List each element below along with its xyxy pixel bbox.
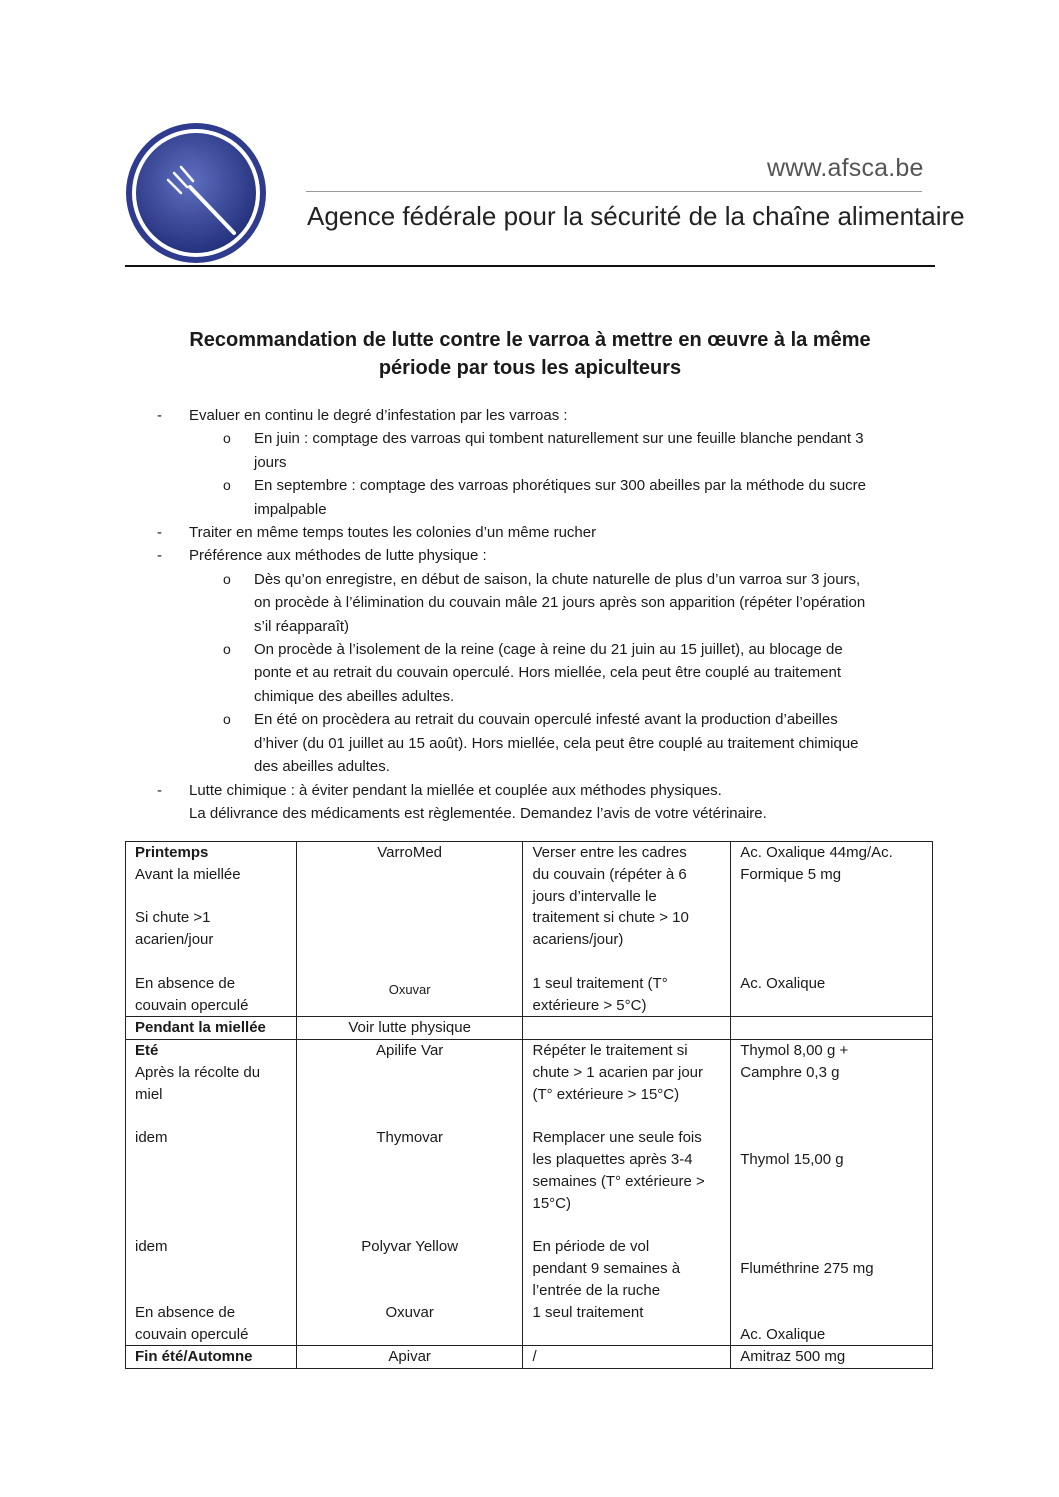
- cell-line: Si chute >1: [135, 909, 211, 927]
- dash-marker: -: [157, 547, 162, 565]
- recommendation-list: [125, 404, 935, 825]
- cell-line: 15°C): [532, 1194, 571, 1212]
- cell-line: Fluméthrine 275 mg: [740, 1260, 874, 1278]
- cell-line: acarien/jour: [135, 931, 214, 949]
- sub-list-item: [125, 474, 935, 521]
- list-item-text: Lutte chimique : à éviter pendant la miellée et couplée aux méthodes physiques.: [189, 781, 722, 799]
- cell-line: idem: [135, 1129, 168, 1147]
- cell-line: 1 seul traitement (T°: [532, 974, 668, 992]
- product-name: Oxuvar: [388, 981, 431, 997]
- cell-line: pendant 9 semaines à: [532, 1260, 681, 1278]
- cell-line: traitement si chute > 10: [532, 909, 689, 927]
- table-cell: [126, 1017, 297, 1040]
- cell-line: Formique 5 mg: [740, 865, 842, 883]
- sub-item-line: d’hiver (du 01 juillet au 15 août). Hors miellée, cela peut être couplé au traitement chimique: [254, 734, 859, 752]
- table-cell: Voir lutte physique: [296, 1017, 523, 1040]
- cell-line: semaines (T° extérieure >: [532, 1172, 705, 1190]
- title-line-1: Recommandation de lutte contre le varroa à mettre en œuvre à la même: [189, 329, 871, 351]
- sub-item-line: impalpable: [254, 500, 327, 518]
- sub-list-item: [125, 568, 935, 638]
- table-cell: [731, 1040, 933, 1346]
- sub-item-line: chimique des abeilles adultes.: [254, 687, 455, 705]
- cell-line: Après la récolte du: [135, 1063, 261, 1081]
- circle-marker: o: [223, 641, 231, 658]
- cell-line: Camphre 0,3 g: [740, 1063, 840, 1081]
- sub-item-line: En septembre : comptage des varroas phorétiques sur 300 abeilles par la méthode du sucre: [254, 477, 867, 495]
- cell-line: En absence de: [135, 974, 236, 992]
- list-item-text: Traiter en même temps toutes les colonies d’un même rucher: [189, 524, 597, 542]
- sub-list-item: [125, 708, 935, 778]
- dash-marker: -: [157, 524, 162, 542]
- sub-item-line: En juin : comptage des varroas qui tombent naturellement sur une feuille blanche pendant 3: [254, 430, 864, 448]
- product-name: Thymovar: [376, 1129, 443, 1147]
- table-cell: Apivar: [296, 1346, 523, 1369]
- table-cell: [523, 1040, 731, 1346]
- sub-item-line: on procède à l’élimination du couvain mâle 21 jours après son apparition (répéter l’opération: [254, 594, 866, 612]
- table-cell: Amitraz 500 mg: [731, 1346, 933, 1369]
- cell-line: En absence de: [135, 1303, 236, 1321]
- afsca-logo: [124, 121, 268, 265]
- cell-line: (T° extérieure > 15°C): [532, 1085, 680, 1103]
- table-cell: [296, 842, 523, 1017]
- header-divider: [125, 265, 935, 267]
- title-line-2: période par tous les apiculteurs: [378, 357, 682, 379]
- cell-line: Ac. Oxalique: [740, 1325, 826, 1343]
- table-row-ete: [126, 1040, 933, 1346]
- season-label: Printemps: [135, 844, 209, 861]
- cell-line: couvain operculé: [135, 996, 249, 1014]
- cell-line: les plaquettes après 3-4: [532, 1151, 693, 1169]
- circle-marker: o: [223, 477, 231, 494]
- cell-line: extérieure > 5°C): [532, 996, 647, 1014]
- cell-line: En période de vol: [532, 1238, 650, 1256]
- sub-item-line: des abeilles adultes.: [254, 758, 390, 776]
- list-item-text: Evaluer en continu le degré d’infestation par les varroas :: [189, 407, 568, 424]
- table-cell: [126, 842, 297, 1017]
- sub-list-item: [125, 638, 935, 708]
- season-label: Eté: [135, 1042, 159, 1060]
- cell-line: jours d’intervalle le: [532, 887, 657, 905]
- cell-line: acariens/jour): [532, 931, 624, 949]
- circle-marker: o: [223, 430, 231, 447]
- sub-item-line: En été on procèdera au retrait du couvain operculé infesté avant la production d’abeilles: [254, 711, 838, 729]
- header-thin-divider: [306, 191, 922, 192]
- table-row-printemps: [126, 842, 933, 1017]
- cell-line: Verser entre les cadres: [532, 844, 687, 861]
- sub-item-line: On procède à l’isolement de la reine (cage à reine du 21 juin au 15 juillet), au blocage de: [254, 641, 843, 659]
- table-row-automne: [126, 1346, 933, 1369]
- cell-line: idem: [135, 1238, 168, 1256]
- sub-item-line: jours: [254, 453, 287, 471]
- product-name: Oxuvar: [385, 1303, 434, 1321]
- treatment-table: [125, 841, 933, 1369]
- table-cell: /: [523, 1346, 731, 1369]
- sub-list-item: [125, 427, 935, 474]
- sub-item-line: Dès qu’on enregistre, en début de saison, la chute naturelle de plus d’un varroa sur 3 jours,: [254, 570, 861, 588]
- list-item: [125, 779, 935, 826]
- season-label: Pendant la miellée: [135, 1019, 266, 1037]
- cell-line: Répéter le traitement si: [532, 1042, 688, 1060]
- cell-line: Thymol 15,00 g: [740, 1151, 844, 1169]
- agency-name: Agence fédérale pour la sécurité de la chaîne alimentaire: [307, 201, 965, 231]
- cell-line: Ac. Oxalique 44mg/Ac.: [740, 844, 893, 861]
- cell-line: 1 seul traitement: [532, 1303, 644, 1321]
- site-url: www.afsca.be: [767, 154, 924, 182]
- table-cell: [523, 1017, 731, 1040]
- sub-item-line: s’il réapparaît): [254, 617, 350, 635]
- cell-line: Avant la miellée: [135, 865, 241, 883]
- list-item: [125, 544, 935, 567]
- cell-line: Remplacer une seule fois: [532, 1129, 702, 1147]
- cell-line: du couvain (répéter à 6: [532, 865, 687, 883]
- product-name: Apilife Var: [376, 1042, 444, 1060]
- circle-marker: o: [223, 570, 231, 587]
- cell-line: l’entrée de la ruche: [532, 1281, 661, 1299]
- product-name: Polyvar Yellow: [361, 1238, 459, 1256]
- dash-marker: -: [157, 407, 162, 424]
- page-title: [125, 326, 935, 382]
- cell-line: couvain operculé: [135, 1325, 249, 1343]
- sub-item-line: ponte et au retrait du couvain operculé. Hors miellée, cela peut être couplé au traitement: [254, 664, 842, 682]
- list-item: [125, 521, 935, 544]
- dash-marker: -: [157, 781, 162, 799]
- list-item-text: La délivrance des médicaments est règlementée. Demandez l’avis de votre vétérinaire.: [189, 804, 767, 822]
- table-cell: [126, 1040, 297, 1346]
- table-row-miellee: [126, 1017, 933, 1040]
- circle-marker: o: [223, 711, 231, 728]
- table-cell: [523, 842, 731, 1017]
- cell-line: chute > 1 acarien par jour: [532, 1063, 704, 1081]
- cell-line: miel: [135, 1085, 163, 1103]
- list-item: [125, 404, 935, 427]
- table-cell: [731, 1017, 933, 1040]
- cell-line: Thymol 8,00 g +: [740, 1042, 849, 1060]
- table-cell: [296, 1040, 523, 1346]
- table-cell: [731, 842, 933, 1017]
- season-label: Fin été/Automne: [135, 1348, 253, 1366]
- table-cell: [126, 1346, 297, 1369]
- list-item-text: Préférence aux méthodes de lutte physique :: [189, 547, 487, 565]
- cell-line: Ac. Oxalique: [740, 974, 826, 992]
- product-name: VarroMed: [377, 844, 443, 861]
